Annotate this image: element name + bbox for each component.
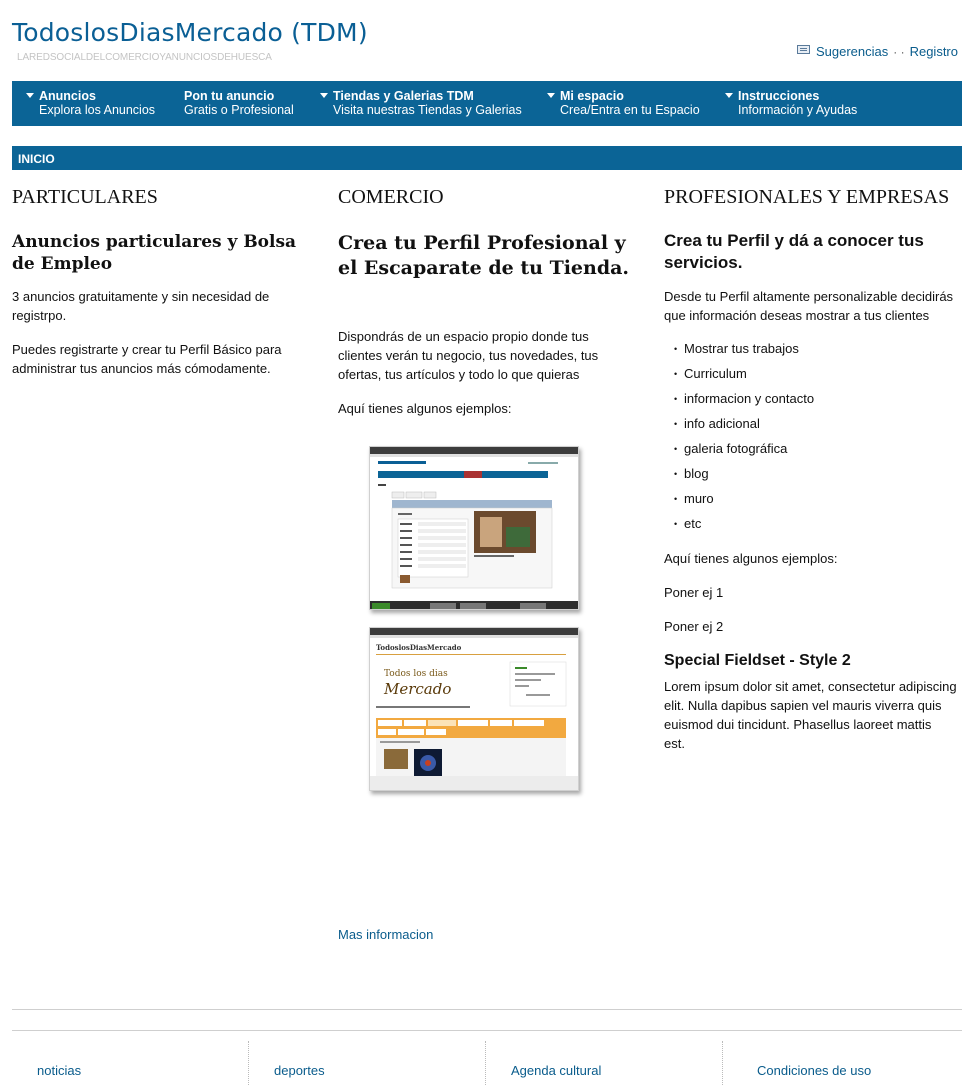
footer-link-deportes[interactable]: deportes [274,1063,325,1078]
footer-divider-bottom [12,1030,962,1031]
profesionales-heading: PROFESIONALES Y EMPRESAS [664,186,950,208]
text-line: Lorem ipsum dolor sit amet, consectetur adipiscing [664,679,957,694]
nav-item-title: Tiendas y Galerias TDM [333,89,474,103]
subheading-line: de Empleo [12,254,113,274]
comercio-heading: COMERCIO [338,186,444,208]
text-line: clientes verán tu negocio, tus novedades, tus [338,348,599,363]
text-line: 3 anuncios gratuitamente y sin necesidad de [12,289,270,304]
example-screenshot-2[interactable] [369,627,579,791]
subheading-line: el Escaparate de tu Tienda. [338,257,630,279]
top-links [797,44,958,59]
comercio-examples-label: Aquí tienes algunos ejemplos: [338,401,512,416]
particulares-heading: PARTICULARES [12,186,158,208]
breadcrumb: INICIO [12,146,962,170]
shot2-logo-line-1: Todos los dias [384,669,448,679]
particulares-text-2 [12,340,282,378]
nav-item-instrucciones[interactable] [738,89,857,117]
subheading-line: Crea tu Perfil y dá a conocer tus [664,231,924,250]
chevron-down-icon [26,93,34,98]
nav-item-tiendas[interactable] [333,89,522,117]
particulares-subheading [12,231,296,275]
footer-divider-top [12,1009,962,1010]
text-line: Puedes registrarte y crear tu Perfil Básico para [12,342,282,357]
example-2-text: Poner ej 2 [664,619,724,634]
list-item: • Mostrar tus trabajos [684,339,814,364]
nav-item-pon-tu-anuncio[interactable] [184,89,294,117]
text-line: registrpo. [12,308,67,323]
nav-item-subtitle: Visita nuestras Tiendas y Galerias [333,103,522,117]
text-line: elit. Nulla dapibus sapien vel mauris viverra quis [664,698,942,713]
nav-item-title: Pon tu anuncio [184,89,275,103]
nav-item-subtitle: Explora los Anuncios [39,103,156,117]
footer-column-divider [722,1041,723,1085]
nav-item-title: Anuncios [39,89,96,103]
nav-item-subtitle: Gratis o Profesional [184,103,294,117]
text-line: ofertas, tus artículos y todo lo que quieras [338,367,580,382]
mas-informacion-link[interactable]: Mas informacion [338,927,434,942]
nav-item-subtitle: Información y Ayudas [738,103,858,117]
profesionales-examples-label: Aquí tienes algunos ejemplos: [664,551,838,566]
text-line: administrar tus anuncios más cómodamente. [12,361,271,376]
footer-link-noticias[interactable]: noticias [37,1063,82,1078]
fieldset-text [664,677,957,753]
text-line: Desde tu Perfil altamente personalizable decidirás [664,289,954,304]
features-list [684,339,814,539]
nav-item-subtitle: Crea/Entra en tu Espacio [560,103,700,117]
site-tagline: LAREDSOCIALDELCOMERCIOYANUNCIOSDEHUESCA [17,52,272,63]
shot2-logo-line-2: Mercado [384,680,452,698]
particulares-text-1 [12,287,269,325]
example-1-text: Poner ej 1 [664,585,724,600]
subheading-line: servicios. [664,253,743,272]
fieldset-title: Special Fieldset - Style 2 [664,652,851,669]
list-item: • info adicional [684,414,814,439]
mail-icon [797,45,810,54]
list-item: • informacion y contacto [684,389,814,414]
subheading-line: Crea tu Perfil Profesional y [338,232,626,254]
site-title[interactable]: TodoslosDiasMercado (TDM) [12,18,368,47]
example-screenshot-1-image [370,447,579,610]
list-item: • Curriculum [684,364,814,389]
link-separator: · · [893,44,905,59]
text-line: euismod dui tincidunt. Phasellus laoreet mattis [664,717,932,732]
list-item: • galeria fotográfica [684,439,814,464]
nav-item-title: Instrucciones [738,89,820,103]
registro-link[interactable]: Registro [909,44,958,59]
text-line: que información deseas mostrar a tus clientes [664,308,930,323]
footer-column-divider [485,1041,486,1085]
text-line: est. [664,736,685,751]
chevron-down-icon [725,93,733,98]
chevron-down-icon [547,93,555,98]
example-screenshot-1[interactable] [369,446,579,610]
footer-link-agenda-cultural[interactable]: Agenda cultural [511,1063,602,1078]
main-nav [12,81,962,126]
comercio-text [338,327,598,384]
example-screenshot-2-image [370,628,579,791]
text-line: Dispondrás de un espacio propio donde tus [338,329,589,344]
nav-item-title: Mi espacio [560,89,624,103]
sugerencias-link[interactable]: Sugerencias [815,44,889,59]
footer-column-divider [248,1041,249,1085]
footer-link-condiciones[interactable]: Condiciones de uso [757,1063,872,1078]
nav-item-anuncios[interactable] [39,89,155,117]
comercio-subheading [338,231,629,281]
chevron-down-icon [320,93,328,98]
shot2-brand: TodoslosDiasMercado [376,643,462,652]
profesionales-subheading [664,230,924,274]
list-item: • muro [684,489,814,514]
nav-item-mi-espacio[interactable] [560,89,700,117]
list-item: • etc [684,514,814,539]
subheading-line: Anuncios particulares y Bolsa [12,232,297,252]
list-item: • blog [684,464,814,489]
profesionales-text [664,287,953,325]
